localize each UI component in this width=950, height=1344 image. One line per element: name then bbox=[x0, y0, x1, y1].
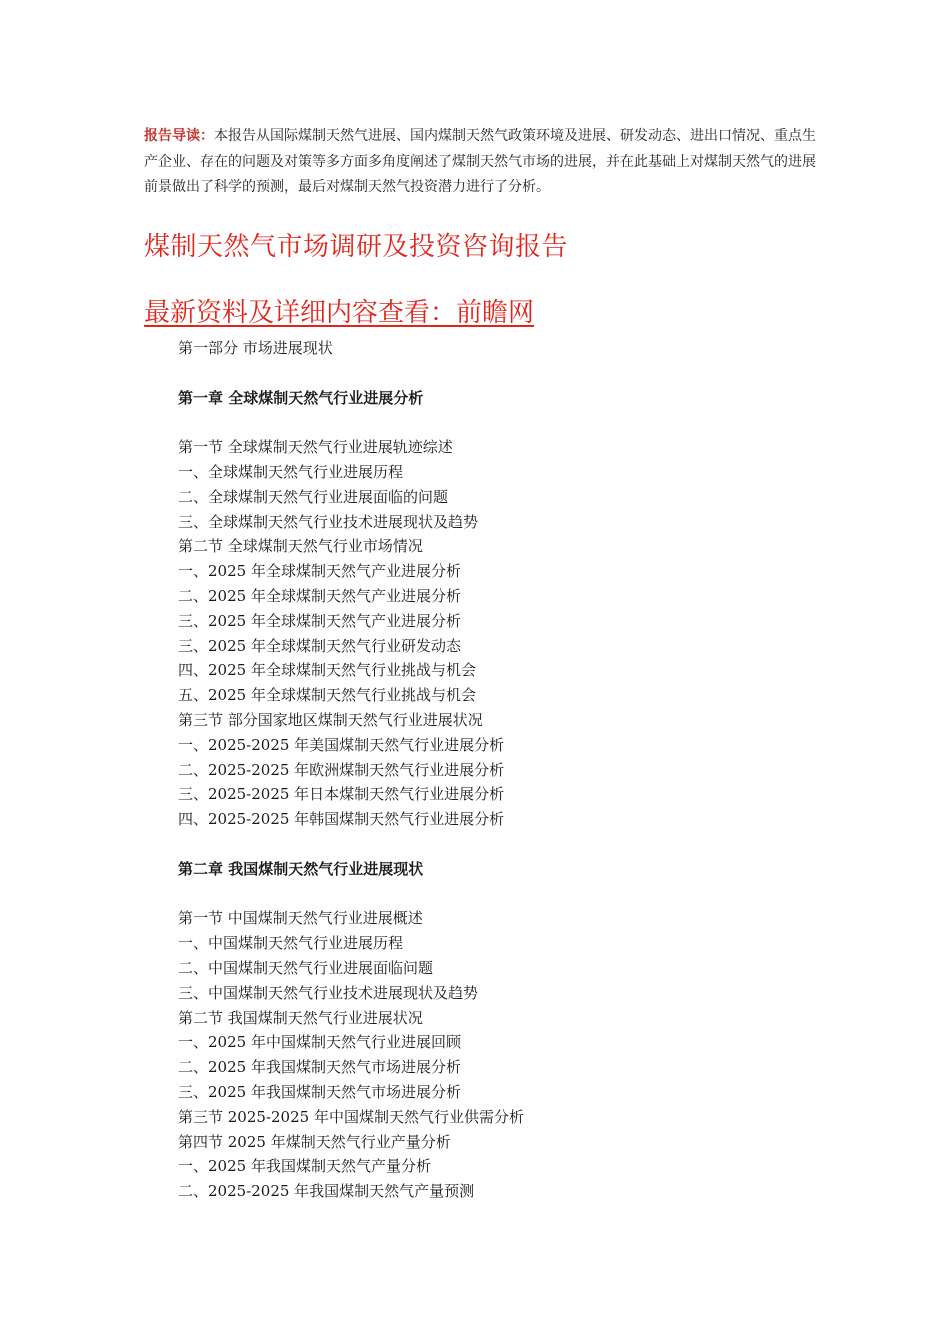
toc-item: 三、2025 年全球煤制天然气行业研发动态 bbox=[178, 636, 461, 655]
toc-part-heading: 第一部分 市场进展现状 bbox=[178, 339, 333, 357]
toc-item: 二、2025 年全球煤制天然气产业进展分析 bbox=[178, 586, 461, 605]
toc-item: 三、2025-2025 年日本煤制天然气行业进展分析 bbox=[178, 785, 505, 804]
toc-item: 二、2025-2025 年欧洲煤制天然气行业进展分析 bbox=[178, 760, 505, 779]
toc-chapter-heading: 第一章 全球煤制天然气行业进展分析 bbox=[178, 388, 424, 407]
toc-item: 一、中国煤制天然气行业进展历程 bbox=[178, 934, 404, 953]
toc-chapter-heading: 第二章 我国煤制天然气行业进展现状 bbox=[178, 859, 424, 878]
toc-item: 第三节 2025-2025 年中国煤制天然气行业供需分析 bbox=[178, 1107, 524, 1126]
toc-item: 第二节 我国煤制天然气行业进展状况 bbox=[178, 1008, 423, 1027]
toc-item: 一、2025 年我国煤制天然气产量分析 bbox=[178, 1157, 431, 1176]
toc-spacer bbox=[178, 410, 818, 435]
toc-item: 五、2025 年全球煤制天然气行业挑战与机会 bbox=[178, 686, 476, 705]
toc-item: 一、2025 年中国煤制天然气行业进展回顾 bbox=[178, 1033, 461, 1052]
details-link[interactable]: 最新资料及详细内容查看：前瞻网 bbox=[144, 298, 535, 328]
toc-item: 一、全球煤制天然气行业进展历程 bbox=[178, 462, 404, 481]
toc-item: 二、中国煤制天然气行业进展面临问题 bbox=[178, 958, 434, 977]
toc-item: 二、2025 年我国煤制天然气市场进展分析 bbox=[178, 1058, 461, 1077]
toc-item: 一、2025-2025 年美国煤制天然气行业进展分析 bbox=[178, 735, 505, 754]
toc-item: 一、2025 年全球煤制天然气产业进展分析 bbox=[178, 562, 461, 581]
toc-item: 第二节 全球煤制天然气行业市场情况 bbox=[178, 537, 423, 556]
toc-item: 第一节 全球煤制天然气行业进展轨迹综述 bbox=[178, 438, 453, 457]
toc-item: 三、2025 年全球煤制天然气产业进展分析 bbox=[178, 611, 461, 630]
toc-item: 第三节 部分国家地区煤制天然气行业进展状况 bbox=[178, 710, 483, 729]
toc-item: 第四节 2025 年煤制天然气行业产量分析 bbox=[178, 1132, 451, 1151]
table-of-contents bbox=[178, 336, 818, 1204]
toc-item: 二、2025-2025 年我国煤制天然气产量预测 bbox=[178, 1182, 475, 1201]
toc-item: 四、2025-2025 年韩国煤制天然气行业进展分析 bbox=[178, 810, 505, 829]
report-intro bbox=[144, 124, 816, 201]
toc-item: 三、全球煤制天然气行业技术进展现状及趋势 bbox=[178, 512, 479, 531]
toc-item: 二、全球煤制天然气行业进展面临的问题 bbox=[178, 487, 449, 506]
toc-spacer bbox=[178, 832, 818, 857]
intro-text: 本报告从国际煤制天然气进展、国内煤制天然气政策环境及进展、研发动态、进出口情况、重点生产企业、存在的问题及对策等多方面多角度阐述了煤制天然气市场的进展，并在此基础上对煤制天然气的进展前景做出了科学的预测，最后对煤制天然气投资潜力进行了分析。 bbox=[144, 128, 816, 195]
toc-item: 三、2025 年我国煤制天然气市场进展分析 bbox=[178, 1082, 461, 1101]
report-title: 煤制天然气市场调研及投资咨询报告 bbox=[144, 232, 569, 262]
intro-label: 报告导读： bbox=[144, 128, 214, 144]
toc-item: 三、中国煤制天然气行业技术进展现状及趋势 bbox=[178, 983, 479, 1002]
toc-item: 四、2025 年全球煤制天然气行业挑战与机会 bbox=[178, 661, 476, 680]
toc-spacer bbox=[178, 361, 818, 386]
toc-item: 第一节 中国煤制天然气行业进展概述 bbox=[178, 909, 423, 928]
toc-spacer bbox=[178, 882, 818, 907]
